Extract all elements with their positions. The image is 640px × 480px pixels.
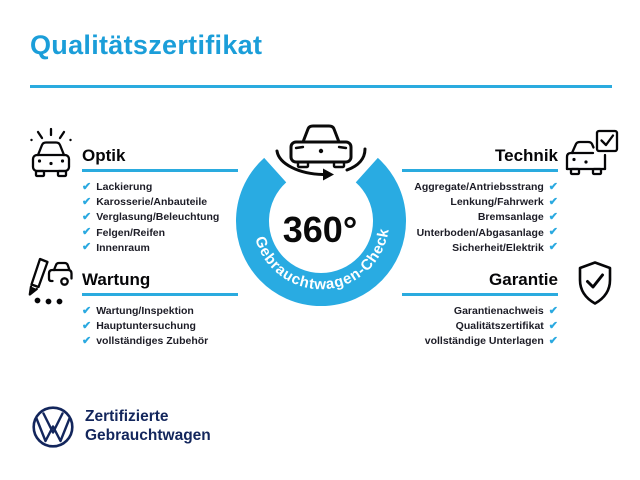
check-icon: ✔ <box>548 226 558 239</box>
footer-claim-line2: Gebrauchtwagen <box>85 427 211 444</box>
footer-claim-line1: Zertifizierte <box>85 408 169 425</box>
footer-claim <box>85 407 211 445</box>
badge-ring-label-text: Gebrauchtwagen-Check <box>251 226 393 294</box>
check-item-label: Felgen/Reifen <box>96 226 166 239</box>
check-item-label: vollständige Unterlagen <box>424 335 544 348</box>
check-icon: ✔ <box>82 210 92 223</box>
check-icon: ✔ <box>548 319 558 332</box>
check-icon: ✔ <box>82 226 92 239</box>
check-item-label: Wartung/Inspektion <box>96 305 194 318</box>
check-item-label: Sicherheit/Elektrik <box>452 241 544 254</box>
check-icon: ✔ <box>82 180 92 193</box>
check-item-label: Lackierung <box>96 181 153 194</box>
check-icon: ✔ <box>82 195 92 208</box>
check-item-label: Hauptuntersuchung <box>96 320 196 333</box>
check-item-label: Aggregate/Antriebsstrang <box>414 181 544 194</box>
check-icon: ✔ <box>548 334 558 347</box>
check-icon: ✔ <box>548 241 558 254</box>
section-optik-title: Optik <box>82 146 126 165</box>
badge-value: 360° <box>282 209 358 250</box>
check-item-label: Bremsanlage <box>477 211 544 224</box>
check-icon: ✔ <box>82 334 92 347</box>
rotating-car-icon <box>277 126 365 181</box>
check-item-label: Garantienachweis <box>453 305 544 318</box>
check-item-label: Innenraum <box>96 241 150 254</box>
check-item-label: Unterboden/Abgasanlage <box>416 226 544 239</box>
check-icon: ✔ <box>548 210 558 223</box>
check-item-label: Lenkung/Fahrwerk <box>450 196 544 209</box>
vw-logo <box>31 405 75 449</box>
check-icon: ✔ <box>82 241 92 254</box>
check-item-label: vollständiges Zubehör <box>96 335 209 348</box>
check-icon: ✔ <box>82 304 92 317</box>
section-garantie-title: Garantie <box>489 270 558 289</box>
section-wartung-title: Wartung <box>82 270 151 289</box>
check-item-label: Karosserie/Anbauteile <box>96 196 208 209</box>
check-icon: ✔ <box>548 304 558 317</box>
check-item-label: Qualitätszertifikat <box>455 320 544 333</box>
check-icon: ✔ <box>548 195 558 208</box>
check-icon: ✔ <box>82 319 92 332</box>
check-icon: ✔ <box>548 180 558 193</box>
check-item-label: Verglasung/Beleuchtung <box>96 211 220 224</box>
page-title: Qualitätszertifikat <box>30 30 263 60</box>
section-technik-title: Technik <box>495 146 558 165</box>
